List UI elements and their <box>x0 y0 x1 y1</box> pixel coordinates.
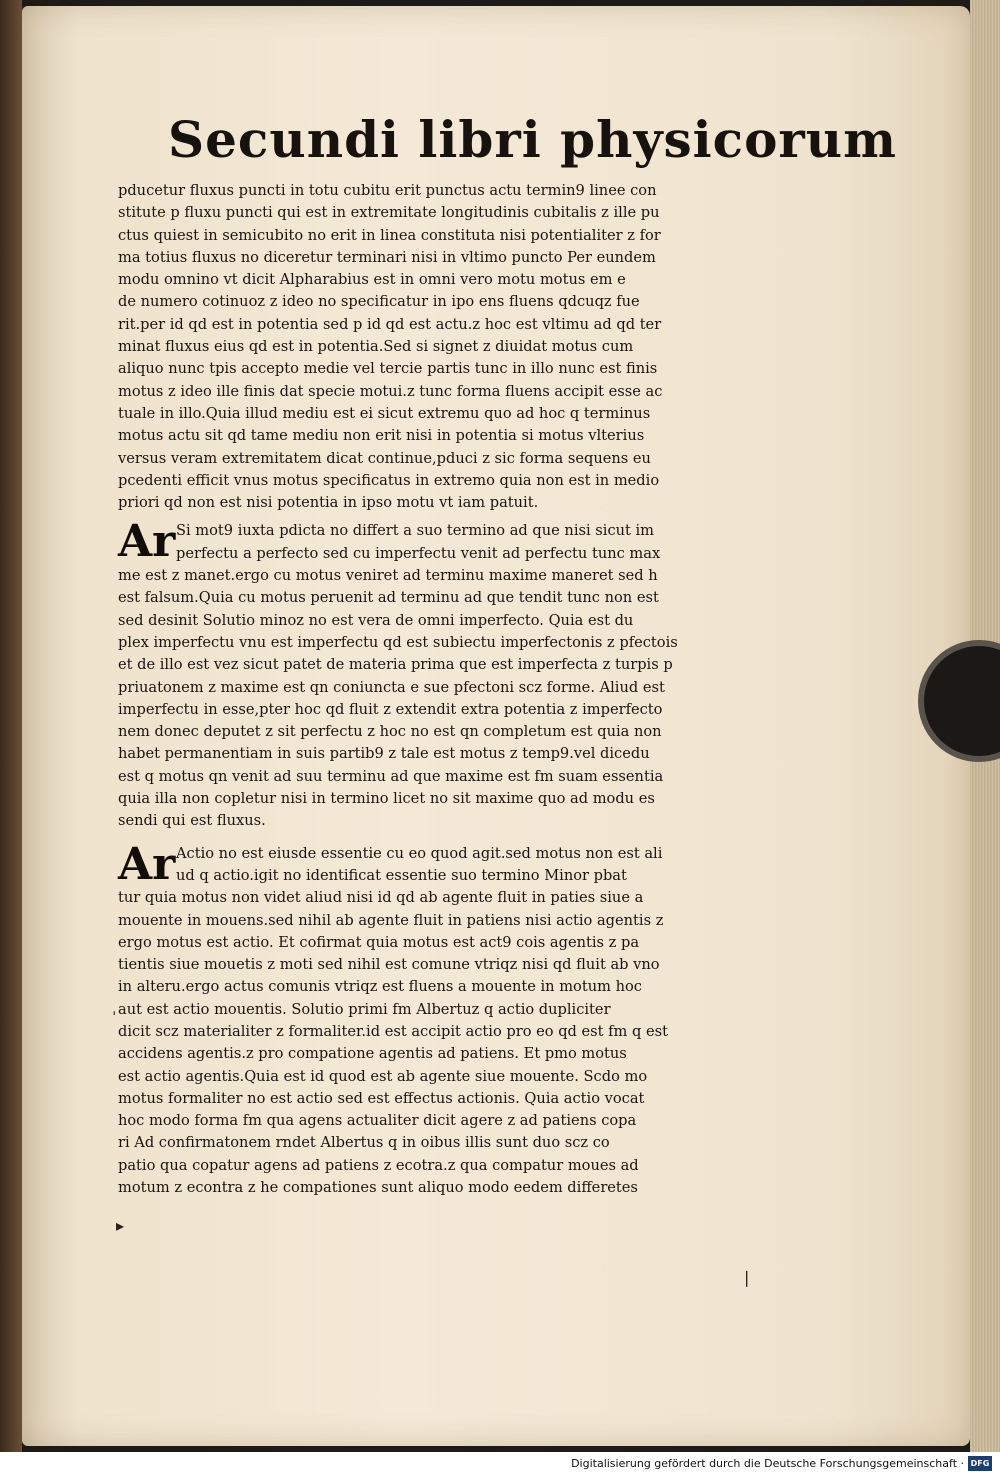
text-line: ri Ad confirmatonem rndet Albertus q in oibus illis sunt duo scz co <box>118 1134 610 1152</box>
text-line: Actio no est eiusde essentie cu eo quod agit.sed motus non est ali <box>176 844 663 862</box>
text-line: tur quia motus non videt aliud nisi id qd ab agente fluit in paties siue a <box>118 889 644 907</box>
text-line: de numero cotinuoz z ideo no specificatur in ipo ens fluens qdcuqz fue <box>118 293 640 311</box>
margin-mark: ˌ <box>112 998 117 1017</box>
text-line: imperfectu in esse,pter hoc qd fluit z extendit extra potentia z imperfecto <box>118 700 663 718</box>
text-line: habet permanentiam in suis partib9 z tale est motus z temp9.vel dicedu <box>118 745 650 763</box>
text-line: pducetur fluxus puncti in totu cubitu erit punctus actu termin9 linee con <box>118 182 657 199</box>
text-line: tuale in illo.Quia illud mediu est ei sicut extremu quo ad hoc q terminus <box>118 404 651 422</box>
text-line: est q motus qn venit ad suu terminu ad que maxime est fm suam essentia <box>118 767 664 785</box>
text-line: sed desinit Solutio minoz no est vera de omni imperfecto. Quia est du <box>118 611 634 629</box>
text-line: plex imperfectu vnu est imperfectu qd est subiectu imperfectonis z pfectois <box>118 633 678 651</box>
text-line: aliquo nunc tpis accepto medie vel tercie partis tunc in illo nunc est finis <box>118 360 658 378</box>
dfg-logo: DFG <box>968 1456 992 1471</box>
text-line: stitute p fluxu puncti qui est in extremitate longitudinis cubitalis z ille pu <box>118 204 660 222</box>
margin-mark: ▸ <box>116 1216 125 1235</box>
text-line: ma totius fluxus no diceretur terminari nisi in vltimo puncto Per eundem <box>118 248 656 266</box>
text-line: in alteru.ergo actus comunis vtriqz est fluens a mouente in motum hoc <box>118 978 642 996</box>
text-line: est falsum.Quia cu motus peruenit ad terminu ad que tendit tunc non est <box>118 589 659 607</box>
text-line: perfectu a perfecto sed cu imperfectu venit ad perfectu tunc max <box>176 544 661 562</box>
main-text-block <box>118 180 746 1199</box>
running-header: Secundi libri physicorum <box>168 110 898 169</box>
text-line: motus formaliter no est actio sed est effectus actionis. Quia actio vocat <box>118 1089 645 1107</box>
text-line: modu omnino vt dicit Alpharabius est in omni vero motu motus em e <box>118 271 626 289</box>
text-line: versus veram extremitatem dicat continue,pduci z sic forma sequens eu <box>118 449 651 467</box>
text-line: sendi qui est fluxus. <box>118 812 266 830</box>
drop-initial: Ar <box>118 838 176 890</box>
text-line: me est z manet.ergo cu motus veniret ad terminu maxime maneret sed h <box>118 567 658 585</box>
text-line: pcedenti efficit vnus motus specificatus in extremo quia non est in medio <box>118 471 660 489</box>
text-line: ud q actio.igit no identificat essentie suo termino Minor pbat <box>176 866 627 884</box>
text-line: Si mot9 iuxta pdicta no differt a suo termino ad que nisi sicut im <box>176 522 655 540</box>
text-line: dicit scz materialiter z formaliter.id est accipit actio pro eo qd est fm q est <box>118 1022 669 1040</box>
text-line: est actio agentis.Quia est id quod est ab agente siue mouente. Scdo mo <box>118 1067 648 1085</box>
text-line: ctus quiest in semicubito no erit in linea constituta nisi potentialiter z for <box>118 226 661 244</box>
paragraph-2 <box>118 516 746 832</box>
text-line: tientis siue mouetis z moti sed nihil est comune vtriqz nisi qd fluit ab vno <box>118 956 660 974</box>
text-line: minat fluxus eius qd est in potentia.Sed si signet z diuidat motus cum <box>118 338 634 356</box>
text-line: motus actu sit qd tame mediu non erit nisi in potentia si motus vlterius <box>118 427 645 445</box>
book-spine <box>0 0 22 1452</box>
text-line: hoc modo forma fm qua agens actualiter dicit agere z ad patiens copa <box>118 1112 637 1130</box>
text-line: nem donec deputet z sit perfectu z hoc no est qn completum est quia non <box>118 723 662 741</box>
drop-initial: Ar <box>118 516 176 568</box>
paragraph-1 <box>118 180 746 514</box>
text-line: et de illo est vez sicut patet de materia prima que est imperfecta z turpis p <box>118 656 673 674</box>
text-line: motus z ideo ille finis dat specie motui.z tunc forma fluens accipit esse ac <box>118 382 663 400</box>
funding-notice: Digitalisierung gefördert durch die Deutsche Forschungsgemeinschaft · <box>571 1457 964 1470</box>
text-line: ergo motus est actio. Et cofirmat quia motus est act9 cois agentis z pa <box>118 933 640 951</box>
text-line: accidens agentis.z pro compatione agentis ad patiens. Et pmo motus <box>118 1045 627 1063</box>
digitization-footer <box>0 1452 1000 1475</box>
text-line: aut est actio mouentis. Solutio primi fm Albertuz q actio dupliciter <box>118 1000 611 1018</box>
paragraph-3 <box>118 838 746 1200</box>
margin-mark: ❘ <box>740 1268 754 1287</box>
text-line: mouente in mouens.sed nihil ab agente fluit in patiens nisi actio agentis z <box>118 911 664 929</box>
text-line: quia illa non copletur nisi in termino licet no sit maxime quo ad modu es <box>118 790 655 808</box>
text-line: priori qd non est nisi potentia in ipso motu vt iam patuit. <box>118 494 539 512</box>
text-line: patio qua copatur agens ad patiens z ecotra.z qua compatur moues ad <box>118 1156 639 1174</box>
text-line: motum z econtra z he compationes sunt aliquo modo eedem differetes <box>118 1179 638 1197</box>
text-line: rit.per id qd est in potentia sed p id qd est actu.z hoc est vltimu ad qd ter <box>118 315 662 333</box>
text-line: priuatonem z maxime est qn coniuncta e sue pfectoni scz forme. Aliud est <box>118 678 665 696</box>
